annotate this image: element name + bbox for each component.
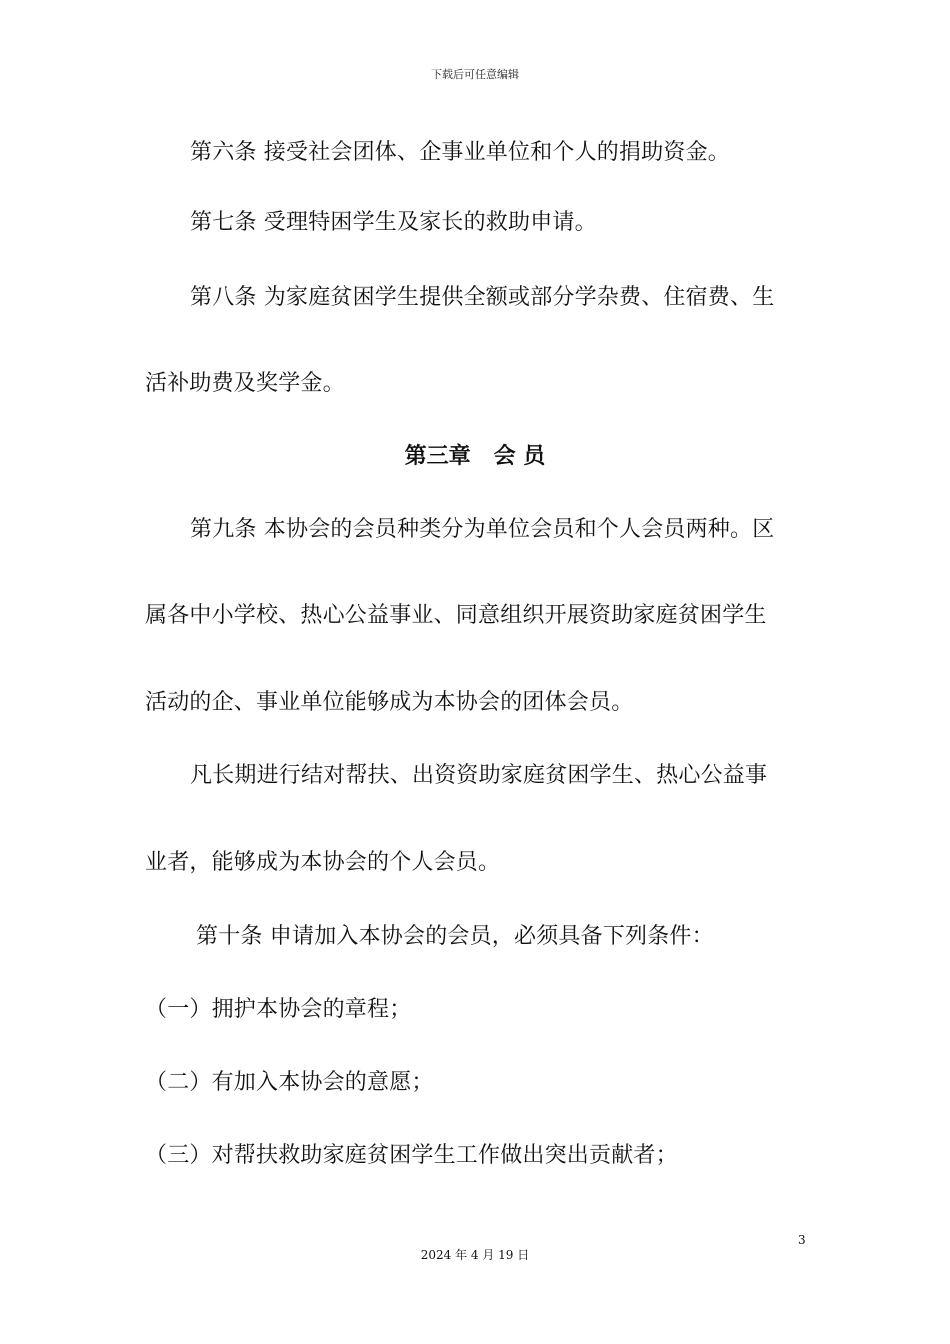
individual-member-line-2: 业者，能够成为本协会的个人会员。 — [145, 850, 501, 875]
individual-member-line-1: 凡长期进行结对帮扶、出资资助家庭贫困学生、热心公益事 — [190, 763, 768, 788]
page-number: 3 — [798, 1233, 806, 1247]
condition-2-line: （二）有加入本协会的意愿； — [145, 1070, 434, 1095]
article-8-line-1: 第八条 为家庭贫困学生提供全额或部分学杂费、住宿费、生 — [190, 285, 775, 310]
article-7-line: 第七条 受理特困学生及家长的救助申请。 — [190, 210, 597, 235]
condition-1-line: （一）拥护本协会的章程； — [145, 997, 412, 1022]
article-10-line: 第十条 申请加入本协会的会员，必须具备下列条件： — [196, 924, 714, 949]
footer-date: 2024 年 4 月 19 日 — [420, 1248, 530, 1262]
header-note: 下载后可任意编辑 — [431, 68, 519, 81]
article-8-line-2: 活补助费及奖学金。 — [145, 371, 345, 396]
article-6-line: 第六条 接受社会团体、企事业单位和个人的捐助资金。 — [190, 140, 730, 165]
chapter-title: 第三章 会 员 — [404, 444, 546, 469]
article-9-line-1: 第九条 本协会的会员种类分为单位会员和个人会员两种。区 — [190, 517, 775, 542]
condition-3-line: （三）对帮扶救助家庭贫困学生工作做出突出贡献者； — [145, 1143, 678, 1168]
article-9-line-3: 活动的企、事业单位能够成为本协会的团体会员。 — [145, 690, 634, 715]
article-9-line-2: 属各中小学校、热心公益事业、同意组织开展资助家庭贫困学生 — [145, 603, 767, 628]
